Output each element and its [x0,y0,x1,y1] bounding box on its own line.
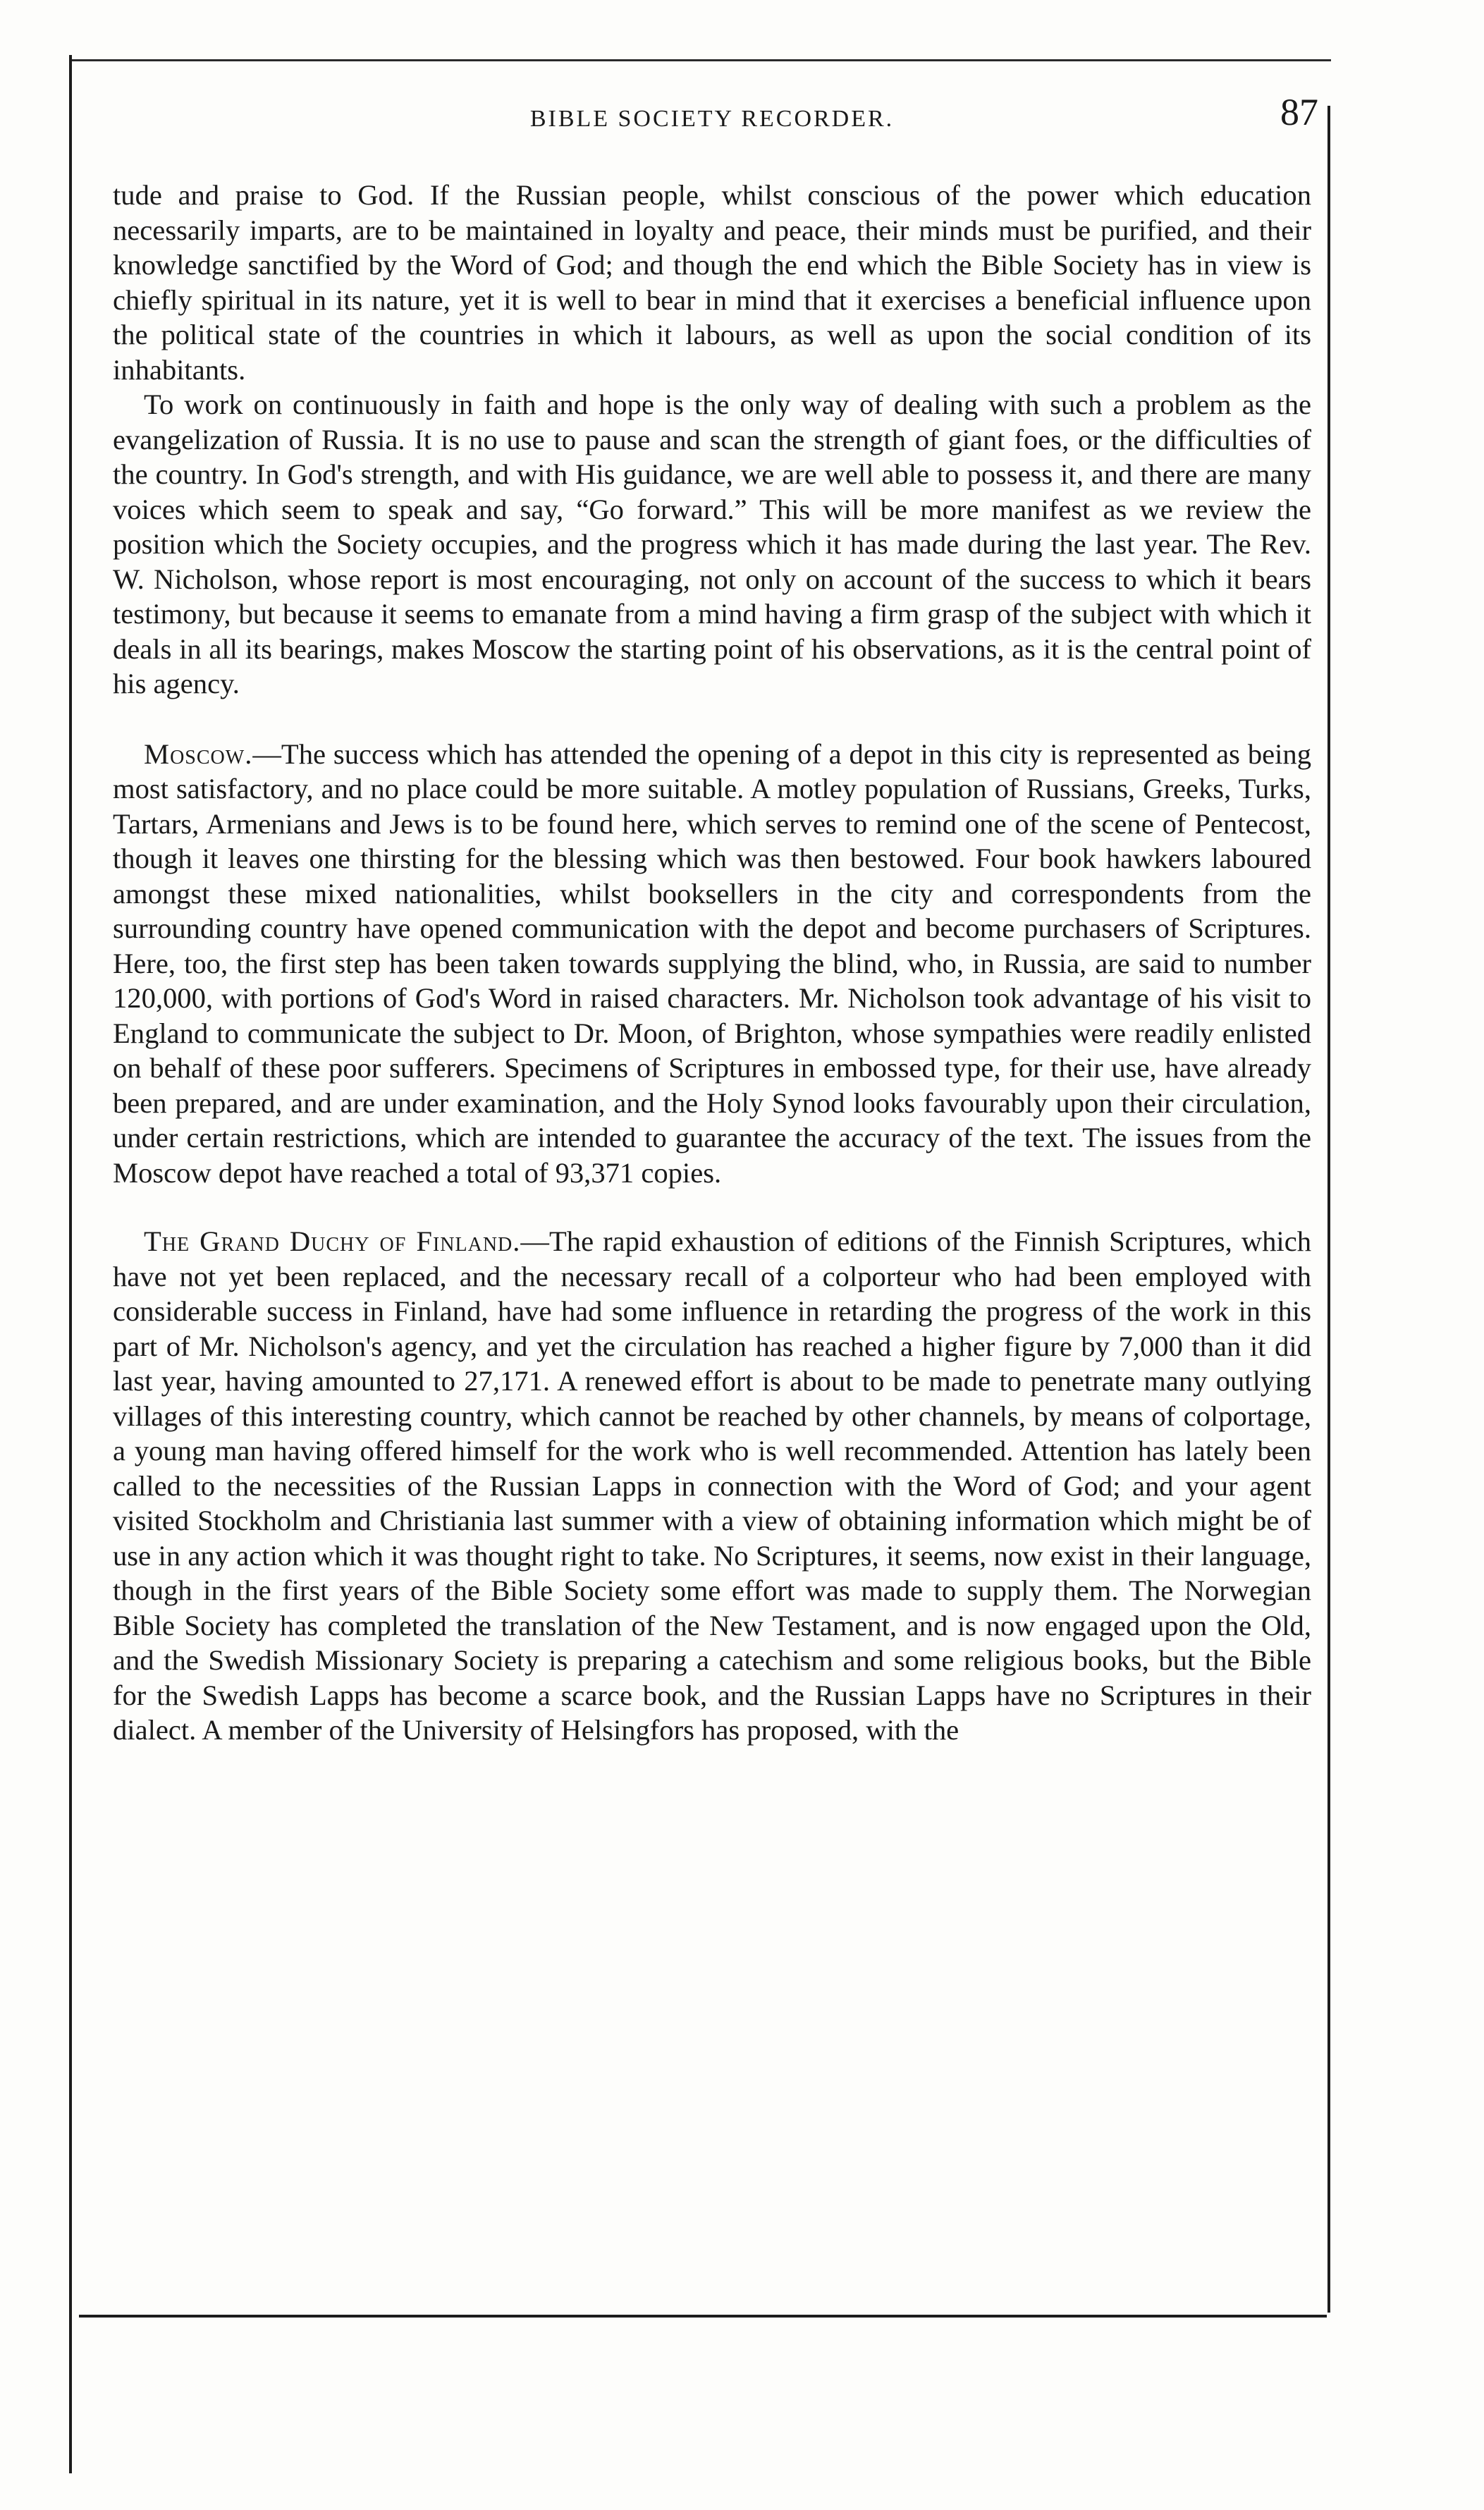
paragraph-continuation [113,178,1311,387]
paragraph-text: —The rapid exhaustion of editions of the Finnish Scriptures, which have not yet been replaced, and the necessary recall of a colporteur who had been employed with considerable success in Finland, have had some influence in retarding the progress of the work in this part of Mr. Nicholson's agency, and yet the circulation has reached a higher figure by 7,000 than it did last year, having amounted to 27,171. A renewed effort is about to be made to penetrate many outlying villages of this interesting country, which cannot be reached by other channels, by means of colportage, a young man having offered himself for the work who is well recommended. Attention has lately been called to the necessities of the Russian Lapps in connection with the Word of God; and your agent visited Stockholm and Christiania last summer with a view of obtaining information which might be of use in any action which it was thought right to take. No Scriptures, it seems, now exist in their language, though in the first years of the Bible Society some effort was made to supply them. The Norwegian Bible Society has completed the translation of the New Testament, and is now engaged upon the Old, and the Swedish Missionary Society is preparing a catechism and some religious books, but the Bible for the Swedish Lapps has become a scarce book, and the Russian Lapps have no Scriptures in their dialect. A member of the University of Helsingfors has proposed, with the [113,1225,1311,1746]
paragraph-text: —The success which has attended the opening of a depot in this city is represented as being most satisfactory, and no place could be more suitable. A motley population of Russians, Greeks, Turks, Tartars, Armenians and Jews is to be found here, which serves to remind one of the scene of Pentecost, though it leaves one thirsting for the blessing which was then bestowed. Four book hawkers laboured amongst these mixed nationalities, whilst booksellers in the city and correspondents from the surrounding country have opened communication with the depot and become purchasers of Scriptures. Here, too, the first step has been taken towards supplying the blind, who, in Russia, are said to number 120,000, with portions of God's Word in raised characters. Mr. Nicholson took advantage of his visit to England to communicate the subject to Dr. Moon, of Brighton, whose sympathies were readily enlisted on behalf of these poor sufferers. Specimens of Scriptures in embossed type, for their use, have already been prepared, and are under examination, and the Holy Synod looks favourably upon their circulation, under certain restrictions, which are intended to guarantee the accuracy of the text. The issues from the Moscow depot have reached a total of 93,371 copies. [113,737,1311,1189]
bottom-rule [79,2315,1327,2318]
paragraph-text: tude and praise to God. If the Russian people, whilst conscious of the power which education necessarily imparts, are to be maintained in loyalty and peace, their minds must be purified, and their knowledge sanctified by the Word of God; and though the end which the Bible Society has in view is chiefly spiritual in its nature, yet it is well to bear in mind that it exercises a beneficial influence upon the political state of the countries in which it labours, as well as upon the social condition of its inhabitants. [113,179,1311,386]
paragraph-finland [113,1224,1311,1748]
article-body [113,178,1311,1748]
right-margin-rule [1327,106,1330,2313]
page-header [106,90,1318,147]
running-title: BIBLE SOCIETY RECORDER. [529,106,895,132]
left-margin-rule [69,55,72,2473]
top-rule [70,59,1331,61]
paragraph-moscow [113,737,1311,1191]
paragraph-text: To work on continuously in faith and hope is the only way of dealing with such a problem as the evangelization of Russia. It is no use to pause and scan the strength of giant foes, or the difficulties of the country. In God's strength, and with His guidance, we are well able to possess it, and there are many voices which seem to speak and say, “Go forward.” This will be more manifest as we review the position which the Society occupies, and the progress which it has made during the last year. The Rev. W. Nicholson, whose report is most encouraging, not only on account of the success to which it bears testimony, but because it seems to emanate from a mind having a firm grasp of the subject with which it deals in all its bearings, makes Moscow the starting point of his observations, as it is the central point of his agency. [113,388,1311,699]
paragraph-evangelization [113,387,1311,702]
section-heading-finland: The Grand Duchy of Finland. [144,1225,521,1257]
page-number: 87 [1280,91,1318,133]
section-heading-moscow: Moscow. [144,737,253,770]
